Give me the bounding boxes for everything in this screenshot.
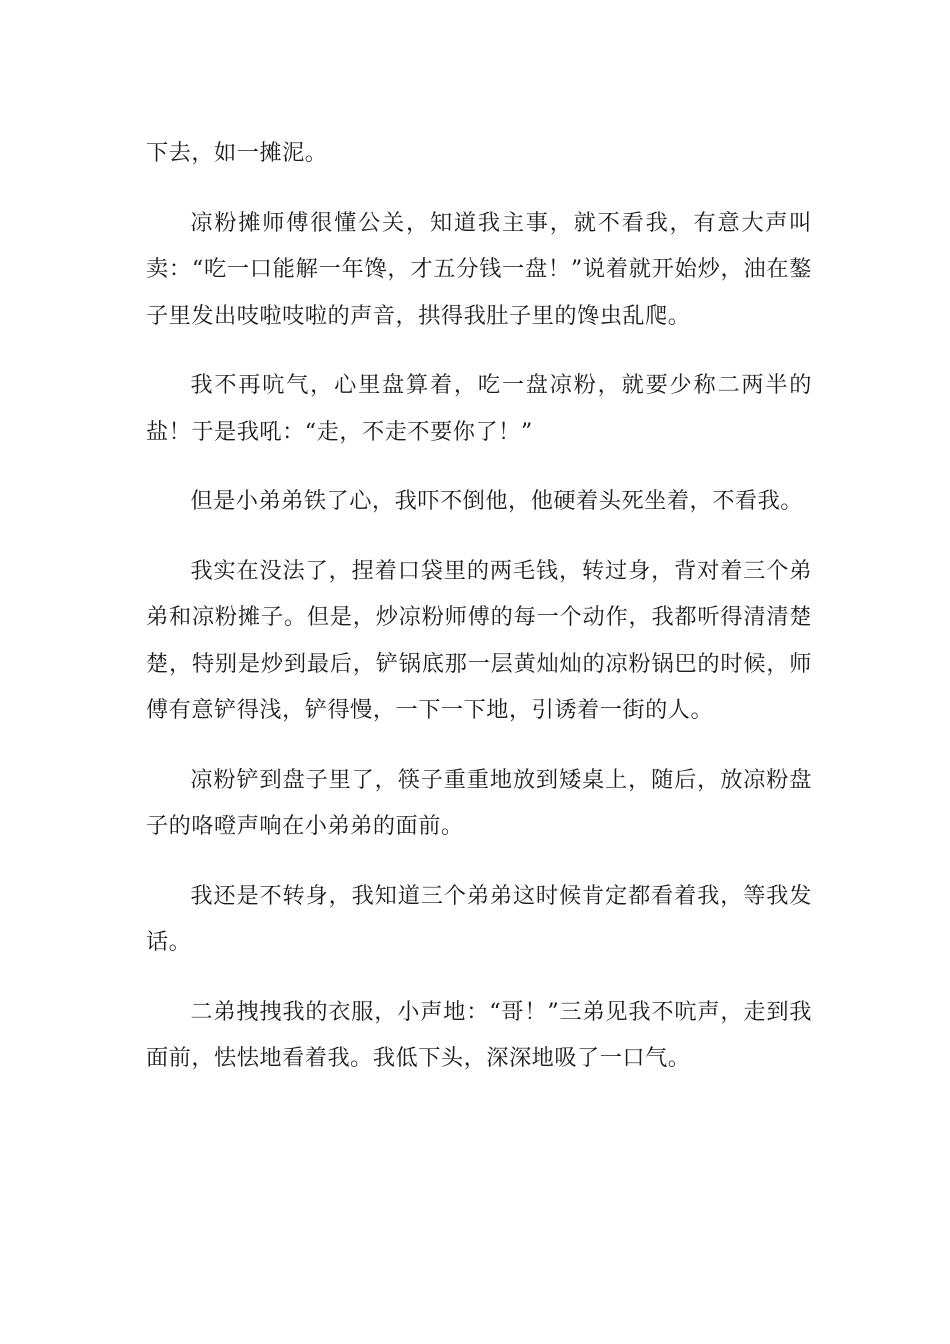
paragraph: 凉粉铲到盘子里了，筷子重重地放到矮桌上，随后，放凉粉盘子的咯噔声响在小弟弟的面前。	[146, 766, 812, 839]
paragraph: 我不再吭气，心里盘算着，吃一盘凉粉，就要少称二两半的盐！于是我吼：“走，不走不要你了！”	[146, 372, 812, 445]
paragraph: 我还是不转身，我知道三个弟弟这时候肯定都看着我，等我发话。	[146, 882, 812, 955]
paragraph: 下去，如一摊泥。	[146, 140, 328, 166]
paragraph: 二弟拽拽我的衣服，小声地：“哥！”三弟见我不吭声，走到我面前，怯怯地看着我。我低下头，深深地吸了一口气。	[146, 998, 812, 1071]
paragraph: 我实在没法了，捏着口袋里的两毛钱，转过身，背对着三个弟弟和凉粉摊子。但是，炒凉粉师傅的每一个动作，我都听得清清楚楚，特别是炒到最后，铲锅底那一层黄灿灿的凉粉锅巴的时候，师傅有意铲得浅，铲得慢，一下一下地，引诱着一街的人。	[146, 557, 812, 723]
paragraph: 但是小弟弟铁了心，我吓不倒他，他硬着头死坐着，不看我。	[190, 488, 803, 514]
body-text	[146, 130, 812, 1105]
paragraph: 凉粉摊师傅很懂公关，知道我主事，就不看我，有意大声叫卖：“吃一口能解一年馋，才五分钱一盘！”说着就开始炒，油在鏊子里发出吱啦吱啦的声音，拱得我肚子里的馋虫乱爬。	[146, 209, 812, 329]
